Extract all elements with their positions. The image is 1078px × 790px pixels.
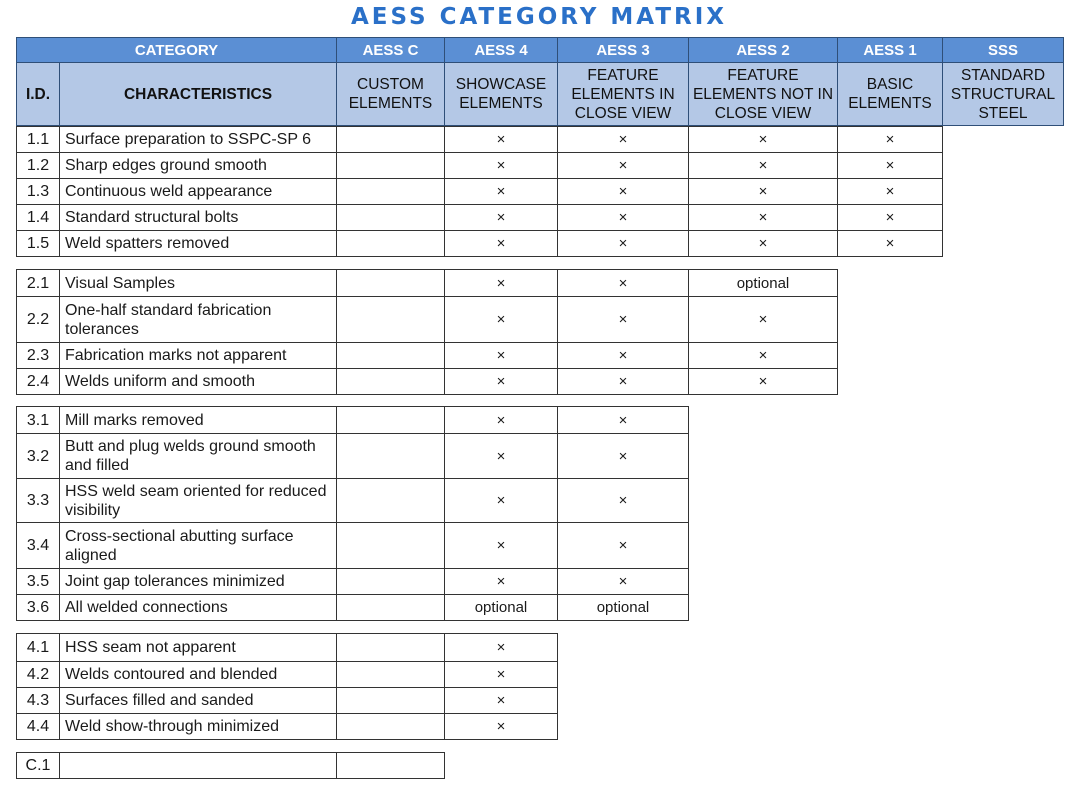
row-1-3-check-mark: × [837, 178, 943, 205]
row-3-2-check-mark: × [557, 433, 689, 479]
row-3-1-characteristic: Mill marks removed [59, 406, 337, 434]
row-1-5-check-mark: × [837, 230, 943, 257]
row-1-1-id: 1.1 [16, 126, 60, 153]
row-2-1-id: 2.1 [16, 269, 60, 297]
row-3-2-id: 3.2 [16, 433, 60, 479]
row-3-1-check-mark: × [444, 406, 558, 434]
row-3-6-optional-cell: optional [557, 594, 689, 621]
row-3-1-check-mark: × [557, 406, 689, 434]
row-2-4-check-mark: × [688, 368, 838, 395]
header-desc-aess-c: CUSTOM ELEMENTS [336, 62, 445, 126]
row-1-2-check-mark: × [557, 152, 689, 179]
row-2-2-empty-cell [336, 296, 445, 343]
row-4-4-check-mark: × [444, 713, 558, 740]
header-desc-aess-2: FEATURE ELEMENTS NOT IN CLOSE VIEW [688, 62, 838, 126]
row-4-2-id: 4.2 [16, 661, 60, 688]
row-1-4-check-mark: × [837, 204, 943, 231]
row-4-3-empty-cell [336, 687, 445, 714]
row-3-2-check-mark: × [444, 433, 558, 479]
row-1-4-check-mark: × [688, 204, 838, 231]
row-4-4-characteristic: Weld show-through minimized [59, 713, 337, 740]
header-code-aess-c: AESS C [336, 37, 445, 63]
row-1-1-check-mark: × [688, 126, 838, 153]
row-4-3-check-mark: × [444, 687, 558, 714]
row-4-1-check-mark: × [444, 633, 558, 662]
row-C-1-id: C.1 [16, 752, 60, 779]
row-4-3-characteristic: Surfaces filled and sanded [59, 687, 337, 714]
header-id: I.D. [16, 62, 60, 126]
row-2-4-check-mark: × [444, 368, 558, 395]
page-title: AESS CATEGORY MATRIX [350, 4, 728, 30]
row-2-1-characteristic: Visual Samples [59, 269, 337, 297]
row-3-5-check-mark: × [444, 568, 558, 595]
header-desc-aess-1: BASIC ELEMENTS [837, 62, 943, 126]
row-2-3-check-mark: × [444, 342, 558, 369]
row-C-1-empty-cell [336, 752, 445, 779]
row-1-5-id: 1.5 [16, 230, 60, 257]
row-1-5-check-mark: × [688, 230, 838, 257]
row-2-1-optional-cell: optional [688, 269, 838, 297]
row-1-2-check-mark: × [444, 152, 558, 179]
header-code-aess-1: AESS 1 [837, 37, 943, 63]
row-2-3-check-mark: × [688, 342, 838, 369]
row-3-6-empty-cell [336, 594, 445, 621]
header-code-aess-4: AESS 4 [444, 37, 558, 63]
row-2-2-check-mark: × [688, 296, 838, 343]
row-3-2-empty-cell [336, 433, 445, 479]
row-3-4-check-mark: × [557, 522, 689, 569]
row-2-2-check-mark: × [444, 296, 558, 343]
header-code-sss: SSS [942, 37, 1064, 63]
row-4-1-id: 4.1 [16, 633, 60, 662]
row-2-2-check-mark: × [557, 296, 689, 343]
row-2-2-characteristic: One-half standard fabrication tolerances [59, 296, 337, 343]
row-4-1-characteristic: HSS seam not apparent [59, 633, 337, 662]
row-1-1-characteristic: Surface preparation to SSPC-SP 6 [59, 126, 337, 153]
row-2-3-id: 2.3 [16, 342, 60, 369]
row-1-5-empty-cell [336, 230, 445, 257]
row-1-2-check-mark: × [688, 152, 838, 179]
row-3-5-characteristic: Joint gap tolerances minimized [59, 568, 337, 595]
row-3-4-empty-cell [336, 522, 445, 569]
row-1-3-check-mark: × [688, 178, 838, 205]
row-1-2-characteristic: Sharp edges ground smooth [59, 152, 337, 179]
row-3-6-optional-cell: optional [444, 594, 558, 621]
row-3-5-id: 3.5 [16, 568, 60, 595]
row-1-1-check-mark: × [557, 126, 689, 153]
row-2-3-empty-cell [336, 342, 445, 369]
row-3-6-id: 3.6 [16, 594, 60, 621]
header-code-aess-3: AESS 3 [557, 37, 689, 63]
header-desc-aess-4: SHOWCASE ELEMENTS [444, 62, 558, 126]
row-3-4-id: 3.4 [16, 522, 60, 569]
row-3-6-characteristic: All welded connections [59, 594, 337, 621]
header-desc-aess-3: FEATURE ELEMENTS IN CLOSE VIEW [557, 62, 689, 126]
row-4-2-empty-cell [336, 661, 445, 688]
row-3-3-check-mark: × [557, 478, 689, 523]
row-2-4-check-mark: × [557, 368, 689, 395]
row-2-3-characteristic: Fabrication marks not apparent [59, 342, 337, 369]
row-3-3-characteristic: HSS weld seam oriented for reduced visibility [59, 478, 337, 523]
row-3-3-empty-cell [336, 478, 445, 523]
row-3-1-empty-cell [336, 406, 445, 434]
row-3-3-check-mark: × [444, 478, 558, 523]
row-1-4-id: 1.4 [16, 204, 60, 231]
row-1-3-empty-cell [336, 178, 445, 205]
row-1-3-check-mark: × [557, 178, 689, 205]
row-1-5-characteristic: Weld spatters removed [59, 230, 337, 257]
row-2-1-check-mark: × [557, 269, 689, 297]
row-3-4-characteristic: Cross-sectional abutting surface aligned [59, 522, 337, 569]
row-4-2-characteristic: Welds contoured and blended [59, 661, 337, 688]
row-3-5-empty-cell [336, 568, 445, 595]
row-1-1-check-mark: × [444, 126, 558, 153]
row-1-1-empty-cell [336, 126, 445, 153]
row-1-4-empty-cell [336, 204, 445, 231]
header-desc-sss: STANDARD STRUCTURAL STEEL [942, 62, 1064, 126]
row-2-2-id: 2.2 [16, 296, 60, 343]
row-4-4-empty-cell [336, 713, 445, 740]
row-1-3-id: 1.3 [16, 178, 60, 205]
row-2-1-check-mark: × [444, 269, 558, 297]
row-1-2-check-mark: × [837, 152, 943, 179]
row-1-3-check-mark: × [444, 178, 558, 205]
row-1-4-check-mark: × [444, 204, 558, 231]
row-4-2-check-mark: × [444, 661, 558, 688]
row-4-1-empty-cell [336, 633, 445, 662]
row-2-4-characteristic: Welds uniform and smooth [59, 368, 337, 395]
header-characteristics: CHARACTERISTICS [59, 62, 337, 126]
row-1-3-characteristic: Continuous weld appearance [59, 178, 337, 205]
row-2-4-empty-cell [336, 368, 445, 395]
row-3-5-check-mark: × [557, 568, 689, 595]
row-C-1-characteristic [59, 752, 337, 779]
row-1-2-empty-cell [336, 152, 445, 179]
row-3-4-check-mark: × [444, 522, 558, 569]
header-category: CATEGORY [16, 37, 337, 63]
row-3-1-id: 3.1 [16, 406, 60, 434]
row-2-3-check-mark: × [557, 342, 689, 369]
row-1-5-check-mark: × [557, 230, 689, 257]
row-1-4-check-mark: × [557, 204, 689, 231]
row-2-4-id: 2.4 [16, 368, 60, 395]
row-2-1-empty-cell [336, 269, 445, 297]
row-3-2-characteristic: Butt and plug welds ground smooth and filled [59, 433, 337, 479]
header-code-aess-2: AESS 2 [688, 37, 838, 63]
row-1-1-check-mark: × [837, 126, 943, 153]
row-4-3-id: 4.3 [16, 687, 60, 714]
row-1-2-id: 1.2 [16, 152, 60, 179]
row-1-5-check-mark: × [444, 230, 558, 257]
row-4-4-id: 4.4 [16, 713, 60, 740]
row-1-4-characteristic: Standard structural bolts [59, 204, 337, 231]
row-3-3-id: 3.3 [16, 478, 60, 523]
